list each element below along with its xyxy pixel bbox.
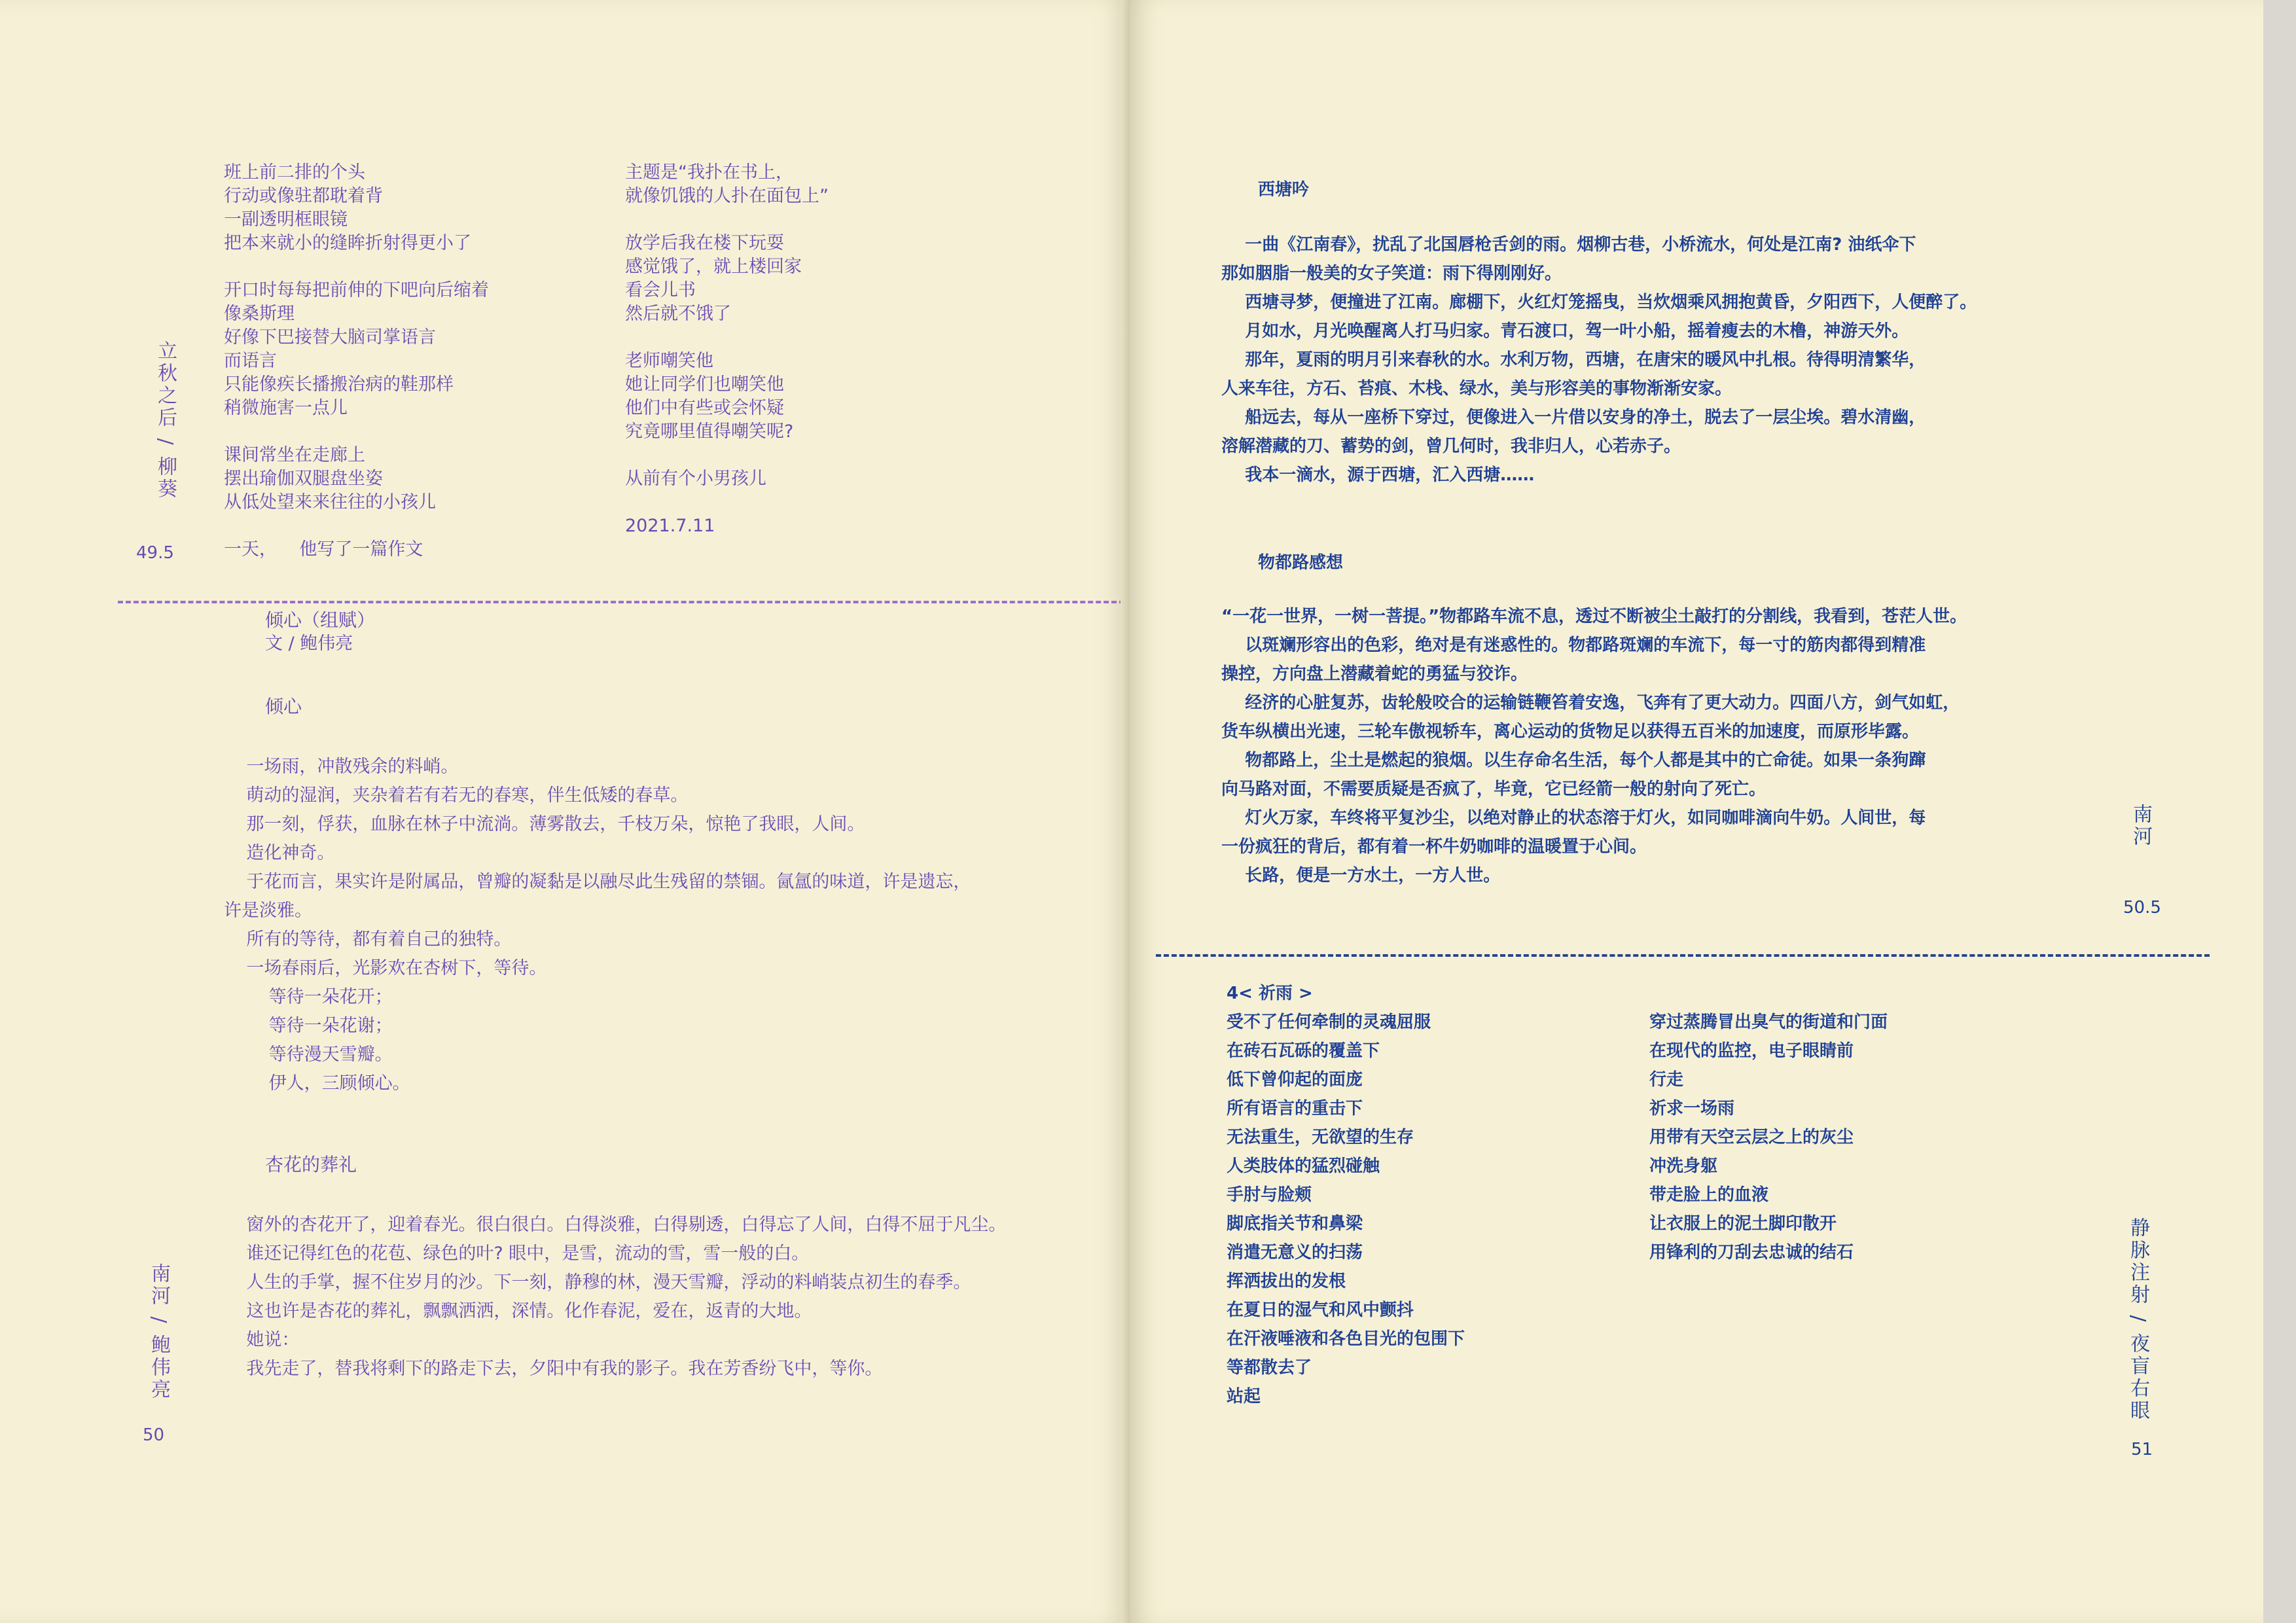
text-line: “一花一世界，一树一菩提。”物都路车流不息，透过不断被尘土敲打的分割线，我看到，苍茫人世。 bbox=[1221, 607, 1967, 626]
text-line: 经济的心脏复苏，齿轮般咬合的运输链鞭笞着安逸，飞奔有了更大动力。四面八方，剑气如虹， bbox=[1221, 693, 1960, 713]
running-foot: 南河 / 鲍伟亮 bbox=[147, 1263, 170, 1402]
text-line: 谁还记得红色的花苞、绿色的叶? 眼中，是雪，流动的雪，雪一般的白。 bbox=[224, 1243, 810, 1264]
text-line: 那如胭脂一般美的女子笑道：雨下得刚刚好。 bbox=[1221, 264, 1562, 283]
text-line: 带走脸上的血液 bbox=[1649, 1185, 1769, 1205]
xitang-title: 西塘吟 bbox=[1258, 180, 1310, 200]
xinghua-title: 杏花的葬礼 bbox=[265, 1154, 357, 1175]
text-line: 行走 bbox=[1649, 1070, 1684, 1090]
text-line: 等都散去了 bbox=[1227, 1358, 1312, 1378]
text-line: 我先走了，替我将剩下的路走下去，夕阳中有我的影子。我在芳香纷飞中，等你。 bbox=[224, 1359, 883, 1379]
text-line: 在现代的监控，电子眼睛前 bbox=[1649, 1041, 1854, 1061]
xinghua-body bbox=[224, 1211, 1006, 1383]
text-line bbox=[625, 444, 829, 467]
poem-title-block bbox=[1227, 979, 1313, 1008]
text-line: 长路，便是一方水土，一方人世。 bbox=[1221, 866, 1501, 885]
text-line bbox=[625, 491, 829, 514]
section-heading bbox=[265, 609, 375, 656]
text-line: 只能像疾长播搬治病的鞋那样 bbox=[224, 374, 454, 395]
text-line: 脚底指关节和鼻梁 bbox=[1227, 1214, 1363, 1234]
text-line: 月如水，月光唤醒离人打马归家。青石渡口，驾一叶小船，摇着瘦去的木橹，神游天外。 bbox=[1221, 321, 1909, 341]
text-line: 然后就不饿了 bbox=[625, 304, 731, 324]
text-line: 无法重生，无欲望的生存 bbox=[1227, 1128, 1414, 1147]
xitang-body bbox=[1221, 230, 1977, 490]
wudu-title: 物都路感想 bbox=[1258, 553, 1344, 573]
text-line: 操控，方向盘上潜藏着蛇的勇猛与狡诈。 bbox=[1221, 664, 1528, 684]
text-line bbox=[224, 420, 489, 444]
text-line: 那一刻，俘获，血脉在林子中流淌。薄雾散去，千枝万朵，惊艳了我眼，人间。 bbox=[224, 814, 865, 834]
text-line: 向马路对面，不需要质疑是否疯了，毕竟，它已经箭一般的射向了死亡。 bbox=[1221, 779, 1767, 799]
text-line: 在夏日的湿气和风中颤抖 bbox=[1227, 1300, 1414, 1320]
text-line: 好像下巴接替大脑司掌语言 bbox=[224, 327, 436, 348]
text-line: 我本一滴水，源于西塘，汇入西塘…… bbox=[1221, 465, 1535, 485]
text-line: 就像饥饿的人扑在面包上” bbox=[625, 186, 829, 206]
text-line: 等待一朵花谢； bbox=[224, 1016, 393, 1036]
running-head: 立秋之后 / 柳葵 bbox=[154, 340, 177, 501]
section-divider bbox=[118, 601, 1132, 603]
right-page bbox=[1130, 0, 2263, 1623]
text-line: 一场春雨后，光影欢在杏树下，等待。 bbox=[224, 958, 547, 978]
text-line: 一场雨，冲散残余的料峭。 bbox=[224, 757, 459, 777]
text-line: 从低处望来来往往的小孩儿 bbox=[224, 492, 436, 512]
text-line: 让衣服上的泥土脚印散开 bbox=[1649, 1214, 1837, 1234]
text-line bbox=[625, 326, 829, 349]
poem-right-column bbox=[625, 161, 829, 538]
text-line: 以斑斓形容出的色彩，绝对是有迷惑性的。物都路斑斓的车流下，每一寸的筋肉都得到精准 bbox=[1221, 635, 1926, 655]
text-line: 他们中有些或会怀疑 bbox=[625, 398, 784, 418]
wudu-body bbox=[1221, 602, 1967, 890]
text-line: 祈求一场雨 bbox=[1649, 1099, 1735, 1118]
text-line: 看会儿书 bbox=[625, 280, 696, 300]
text-line: 一曲《江南春》，扰乱了北国唇枪舌剑的雨。烟柳古巷，小桥流水，何处是江南? 油纸伞下 bbox=[1221, 235, 1916, 255]
text-line: 于花而言，果实许是附属品，曾瓣的凝黏是以融尽此生残留的禁锢。氤氲的味道，许是遗忘， bbox=[224, 872, 971, 892]
subtitle-block bbox=[265, 695, 302, 719]
text-line: 行动或像驻都耽着背 bbox=[224, 186, 383, 206]
text-line: 灯火万家，车终将平复沙尘，以绝对静止的状态溶于灯火，如同咖啡滴向牛奶。人间世，每 bbox=[1221, 808, 1926, 828]
side-label-top: 南河 bbox=[2129, 804, 2152, 848]
text-line: 消遣无意义的扫荡 bbox=[1227, 1243, 1363, 1262]
section-number-top: 49.5 bbox=[136, 543, 174, 563]
text-line: 萌动的湿润，夹杂着若有若无的春寒，伴生低矮的春草。 bbox=[224, 785, 689, 806]
text-line: 人类肢体的猛烈碰触 bbox=[1227, 1156, 1380, 1176]
text-line: 究竟哪里值得嘲笑呢? bbox=[625, 421, 794, 442]
text-line: 放学后我在楼下玩耍 bbox=[625, 233, 784, 253]
author-line: 文 / 鲍伟亮 bbox=[265, 633, 353, 654]
section-number-mid: 50.5 bbox=[2123, 898, 2161, 918]
section-title: 倾心（组赋） bbox=[265, 609, 376, 631]
page-number-right: 51 bbox=[2131, 1440, 2153, 1459]
section-divider-right bbox=[1156, 954, 2210, 957]
text-line: 冲洗身躯 bbox=[1649, 1156, 1718, 1176]
left-page bbox=[0, 0, 1130, 1623]
qingxin-body bbox=[224, 753, 971, 1098]
text-line: 老师嘲笑他 bbox=[625, 351, 713, 371]
xinghua-title-block bbox=[265, 1153, 357, 1177]
text-line bbox=[224, 255, 489, 279]
text-line: 挥洒拔出的发根 bbox=[1227, 1272, 1346, 1291]
text-line: 货车纵横出光速，三轮车傲视轿车，离心运动的货物足以获得五百米的加速度，而原形毕露。 bbox=[1221, 722, 1920, 741]
text-line: 她让同学们也嘲笑他 bbox=[625, 374, 784, 395]
text-line: 在砖石瓦砾的覆盖下 bbox=[1227, 1041, 1380, 1061]
text-line: 西塘寻梦，便撞进了江南。廊棚下，火红灯笼摇曳，当炊烟乘风拥抱黄昏，夕阳西下，人便醉了。 bbox=[1221, 293, 1977, 312]
text-line: 用带有天空云层之上的灰尘 bbox=[1649, 1128, 1854, 1147]
text-line: 稍微施害一点儿 bbox=[224, 398, 348, 418]
text-line: 穿过蒸腾冒出臭气的街道和门面 bbox=[1649, 1012, 1888, 1032]
page-number: 50 bbox=[143, 1425, 165, 1445]
xitang-title-block bbox=[1258, 175, 1309, 204]
text-line: 手肘与脸颊 bbox=[1227, 1185, 1312, 1205]
text-line: 站起 bbox=[1227, 1387, 1261, 1406]
text-line: 从前有个小男孩儿 bbox=[625, 469, 766, 489]
text-line: 伊人，三顾倾心。 bbox=[224, 1073, 410, 1094]
subtitle: 倾心 bbox=[265, 696, 302, 717]
text-line: 摆出瑜伽双腿盘坐姿 bbox=[224, 469, 383, 489]
text-line: 造化神奇。 bbox=[224, 843, 335, 863]
poem-left-column bbox=[224, 161, 489, 562]
text-line: 一天， 他写了一篇作文 bbox=[224, 539, 423, 560]
text-line: 2021.7.11 bbox=[625, 516, 715, 536]
text-line: 窗外的杏花开了，迎着春光。很白很白。白得淡雅，白得剔透，白得忘了人间，白得不屈于凡尘。 bbox=[224, 1215, 1007, 1235]
text-line bbox=[224, 514, 489, 538]
text-line: 许是淡雅。 bbox=[224, 901, 312, 921]
prayer-poem-right bbox=[1649, 1008, 1888, 1267]
text-line: 那年，夏雨的明月引来春秋的水。水利万物，西塘，在唐宋的暖风中扎根。待得明清繁华， bbox=[1221, 350, 1926, 370]
text-line: 把本来就小的缝眸折射得更小了 bbox=[224, 233, 471, 253]
text-line: 物都路上，尘土是燃起的狼烟。以生存命名生活，每个人都是其中的亡命徒。如果一条狗蹿 bbox=[1221, 751, 1926, 770]
text-line: 而语言 bbox=[224, 351, 277, 371]
text-line: 低下曾仰起的面庞 bbox=[1227, 1070, 1363, 1090]
text-line: 受不了任何牵制的灵魂屈服 bbox=[1227, 1012, 1431, 1032]
poem-title: 4< 祈雨 > bbox=[1227, 984, 1313, 1003]
text-line bbox=[625, 208, 829, 232]
text-line: 主题是“我扑在书上， bbox=[625, 162, 793, 183]
text-line: 在汗液唾液和各色目光的包围下 bbox=[1227, 1329, 1465, 1349]
text-line: 这也许是杏花的葬礼，飘飘洒洒，深情。化作春泥，爱在，返青的大地。 bbox=[224, 1301, 812, 1321]
text-line: 溶解潜藏的刀、蓄势的剑，曾几何时，我非归人，心若赤子。 bbox=[1221, 437, 1681, 456]
text-line: 所有的等待，都有着自己的独特。 bbox=[224, 929, 512, 950]
running-foot-right: 静脉注射 / 夜盲右眼 bbox=[2126, 1217, 2149, 1423]
text-line: 开口时每每把前伸的下吧向后缩着 bbox=[224, 280, 489, 300]
text-line: 一副透明框眼镜 bbox=[224, 209, 348, 230]
text-line: 所有语言的重击下 bbox=[1227, 1099, 1363, 1118]
text-line: 一份疯狂的背后，都有着一杯牛奶咖啡的温暖置于心间。 bbox=[1221, 837, 1647, 857]
text-line: 用锋利的刀刮去忠诚的结石 bbox=[1649, 1243, 1854, 1262]
wudu-title-block bbox=[1258, 548, 1343, 577]
text-line: 等待漫天雪瓣。 bbox=[224, 1044, 393, 1065]
text-line: 她说： bbox=[224, 1330, 300, 1350]
prayer-poem-left bbox=[1227, 1008, 1465, 1411]
text-line: 等待一朵花开； bbox=[224, 987, 393, 1007]
text-line: 人生的手掌，握不住岁月的沙。下一刻，静穆的林，漫天雪瓣，浮动的料峭装点初生的春季。 bbox=[224, 1272, 971, 1293]
text-line: 人来车往，方石、苔痕、木栈、绿水，美与形容美的事物渐渐安家。 bbox=[1221, 379, 1732, 399]
text-line: 感觉饿了，就上楼回家 bbox=[625, 257, 802, 277]
text-line: 像桑斯理 bbox=[224, 304, 295, 324]
text-line: 班上前二排的个头 bbox=[224, 162, 365, 183]
text-line: 船远去，每从一座桥下穿过，便像进入一片借以安身的净土，脱去了一层尘埃。碧水清幽， bbox=[1221, 408, 1926, 427]
text-line: 课间常坐在走廊上 bbox=[224, 445, 365, 465]
